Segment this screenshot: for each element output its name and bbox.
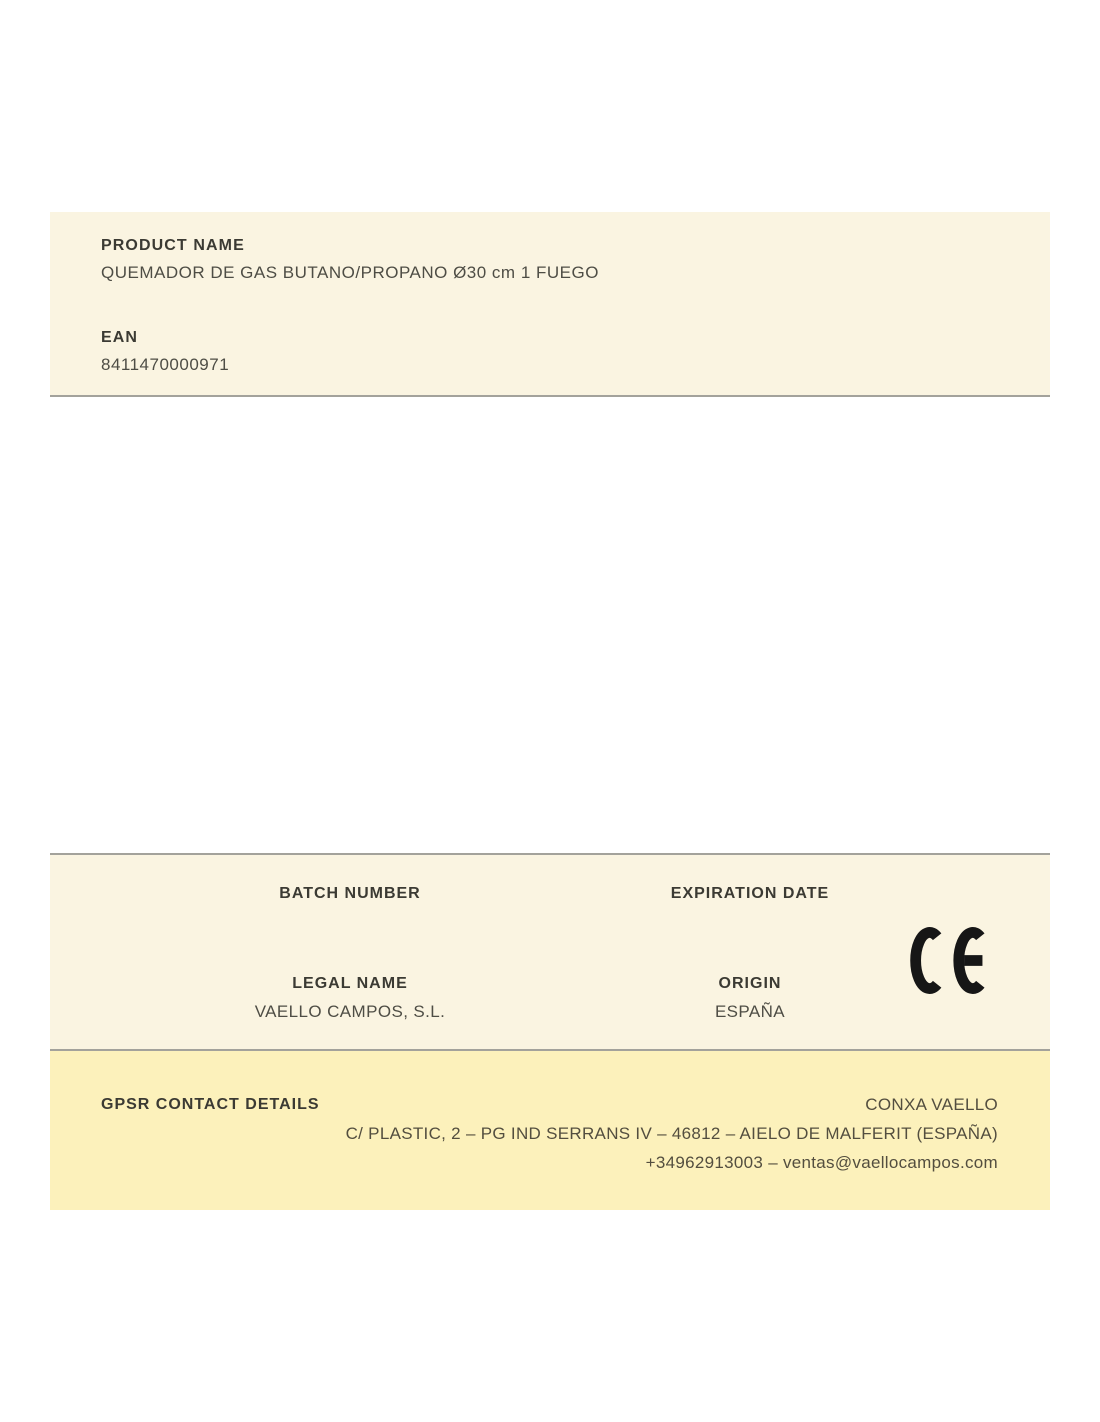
product-name-value: QUEMADOR DE GAS BUTANO/PROPANO Ø30 cm 1 FUEGO (101, 263, 599, 282)
gpsr-contact-label: GPSR CONTACT DETAILS (101, 1096, 320, 1113)
legal-name-label: LEGAL NAME (292, 975, 408, 992)
ean-field (101, 330, 999, 374)
gpsr-contact-address: C/ PLASTIC, 2 – PG IND SERRANS IV – 46812 – AIELO DE MALFERIT (ESPAÑA) (345, 1124, 998, 1143)
product-name-field (101, 238, 999, 282)
product-name-label: PRODUCT NAME (101, 237, 245, 254)
origin-value: ESPAÑA (714, 1002, 786, 1021)
gpsr-contact-phone-email: +34962913003 – ventas@vaellocampos.com (645, 1153, 998, 1172)
gpsr-contact-name: CONXA VAELLO (865, 1095, 998, 1114)
legal-name-field (150, 974, 550, 1022)
expiration-date-label: EXPIRATION DATE (670, 885, 830, 902)
origin-field (550, 974, 950, 1022)
ean-label: EAN (101, 329, 139, 346)
batch-number-field (150, 884, 550, 974)
batch-info-section (50, 853, 1050, 1051)
ce-marking-icon (908, 927, 990, 994)
origin-label: ORIGIN (718, 975, 782, 992)
gpsr-contact-section (50, 1051, 1050, 1210)
gpsr-contact-lines (346, 1090, 998, 1177)
product-info-section (50, 212, 1050, 397)
batch-number-label: BATCH NUMBER (279, 885, 421, 902)
legal-name-value: VAELLO CAMPOS, S.L. (254, 1002, 446, 1021)
expiration-date-field (550, 884, 950, 974)
ean-value: 8411470000971 (101, 355, 230, 374)
